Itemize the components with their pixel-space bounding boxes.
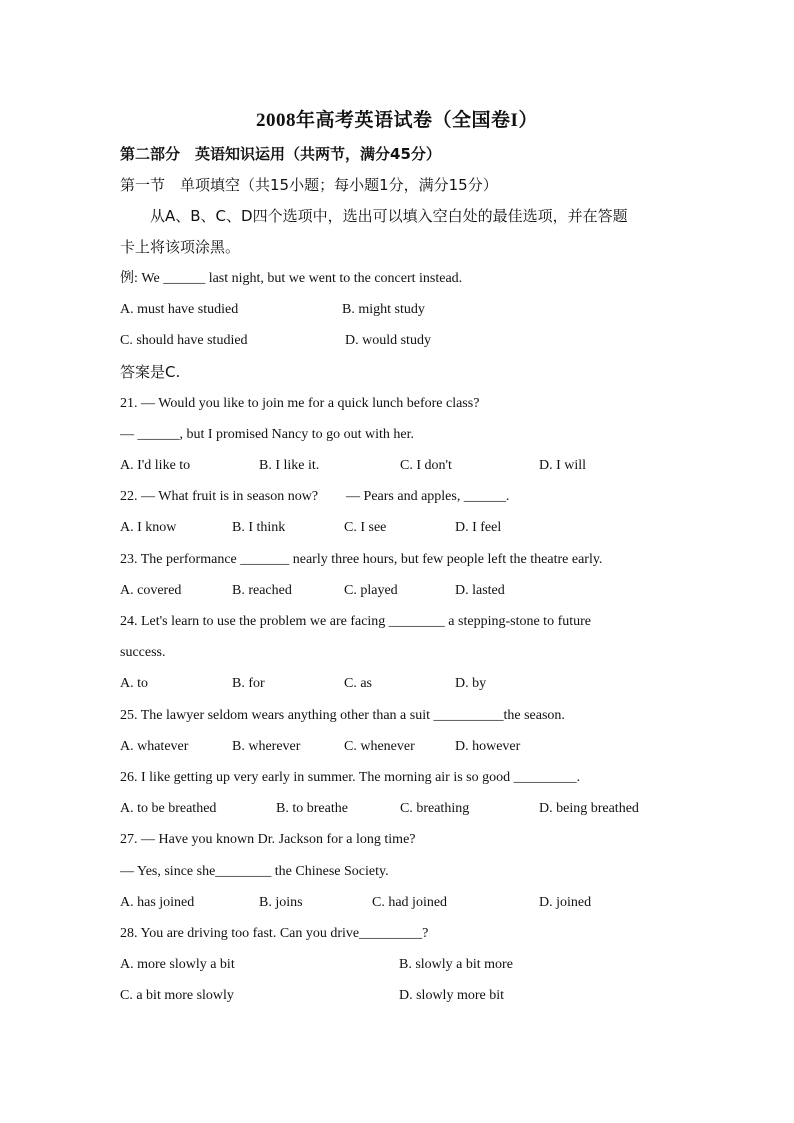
question-27-option-b: B. joins (259, 895, 303, 910)
question-28-option-d: D. slowly more bit (399, 988, 504, 1003)
question-21-option-c: C. I don't (400, 458, 452, 473)
question-26-line-1: 26. I like getting up very early in summer. The morning air is so good _________. (120, 770, 581, 785)
example-option-d: D. would study (345, 333, 431, 348)
section-heading: 第一节 单项填空（共15小题；每小题1分，满分15分） (120, 176, 498, 194)
example-option-a: A. must have studied (120, 302, 239, 317)
question-27-line-2: — Yes, since she________ the Chinese Society. (120, 864, 389, 879)
question-27-option-a: A. has joined (120, 895, 195, 910)
question-22-line-1: 22. — What fruit is in season now? — Pears and apples, ______. (120, 489, 510, 504)
question-25-option-c: C. whenever (344, 739, 415, 754)
question-23-line-1: 23. The performance _______ nearly three hours, but few people left the theatre early. (120, 552, 603, 567)
question-21-option-a: A. I'd like to (120, 458, 191, 473)
question-25-line-1: 25. The lawyer seldom wears anything other than a suit __________the season. (120, 708, 565, 723)
question-21-line-1: 21. — Would you like to join me for a quick lunch before class? (120, 396, 480, 411)
question-22-option-c: C. I see (344, 520, 387, 535)
question-22-option-a: A. I know (120, 520, 177, 535)
question-23-option-a: A. covered (120, 583, 182, 598)
question-21-option-d: D. I will (539, 458, 587, 473)
question-21-option-b: B. I like it. (259, 458, 320, 473)
question-23-option-b: B. reached (232, 583, 292, 598)
question-25-option-a: A. whatever (120, 739, 189, 754)
question-24-option-b: B. for (232, 676, 265, 691)
question-28-option-b: B. slowly a bit more (399, 957, 513, 972)
question-22-option-d: D. I feel (455, 520, 502, 535)
question-25-option-b: B. wherever (232, 739, 301, 754)
question-27-option-c: C. had joined (372, 895, 448, 910)
example-answer: 答案是C. (120, 363, 181, 381)
example-option-b: B. might study (342, 302, 425, 317)
question-28-option-a: A. more slowly a bit (120, 957, 235, 972)
page-title: 2008年高考英语试卷（全国卷I） (256, 110, 538, 131)
question-26-option-d: D. being breathed (539, 801, 639, 816)
question-28-line-1: 28. You are driving too fast. Can you drive_________? (120, 926, 429, 941)
question-24-line-2: success. (120, 645, 166, 660)
question-24-option-a: A. to (120, 676, 148, 691)
question-24-line-1: 24. Let's learn to use the problem we are facing ________ a stepping-stone to future (120, 614, 591, 629)
example-option-c: C. should have studied (120, 333, 248, 348)
instruction-line-2: 卡上将该项涂黑。 (120, 238, 241, 256)
question-24-option-d: D. by (455, 676, 487, 691)
question-26-option-b: B. to breathe (276, 801, 348, 816)
question-27-line-1: 27. — Have you known Dr. Jackson for a long time? (120, 832, 416, 847)
question-28-option-c: C. a bit more slowly (120, 988, 234, 1003)
question-21-line-2: — ______, but I promised Nancy to go out with her. (120, 427, 414, 442)
part-heading: 第二部分 英语知识运用（共两节，满分45分） (120, 145, 441, 163)
question-27-option-d: D. joined (539, 895, 592, 910)
question-24-option-c: C. as (344, 676, 372, 691)
question-22-option-b: B. I think (232, 520, 286, 535)
question-26-option-c: C. breathing (400, 801, 470, 816)
instruction-line-1: 从A、B、C、D四个选项中，选出可以填入空白处的最佳选项，并在答题 (150, 207, 628, 225)
question-23-option-d: D. lasted (455, 583, 505, 598)
example-stem: 例: We ______ last night, but we went to the concert instead. (120, 271, 463, 286)
question-23-option-c: C. played (344, 583, 398, 598)
question-25-option-d: D. however (455, 739, 521, 754)
question-26-option-a: A. to be breathed (120, 801, 217, 816)
